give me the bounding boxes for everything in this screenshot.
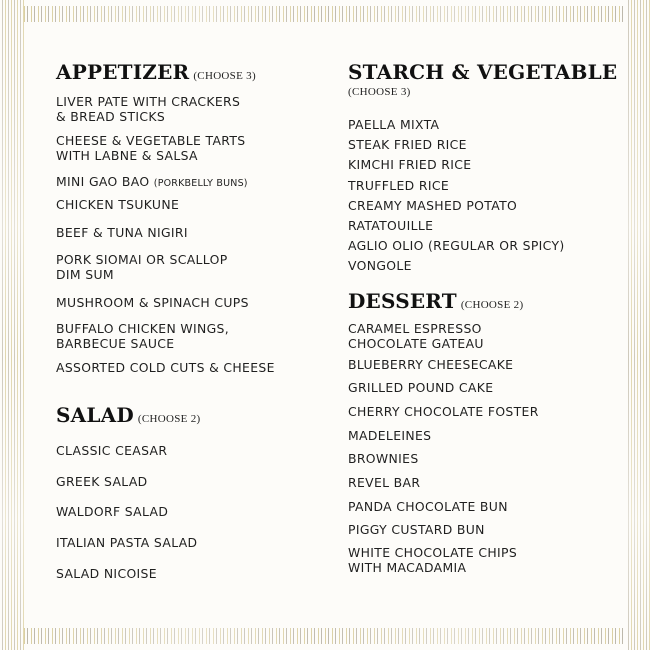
starch-heading	[348, 60, 617, 98]
top-border	[0, 6, 650, 22]
appetizer-item: MUSHROOM & SPINACH CUPS	[56, 295, 249, 310]
appetizer-item	[56, 174, 326, 191]
appetizer-choose: (CHOOSE 3)	[193, 70, 256, 82]
appetizer-item: ASSORTED COLD CUTS & CHEESE	[56, 360, 275, 375]
starch-choose: (CHOOSE 3)	[348, 86, 411, 98]
appetizer-item-note: (PORKBELLY BUNS)	[153, 178, 248, 189]
salad-heading	[56, 403, 200, 427]
dessert-item: GRILLED POUND CAKE	[348, 380, 494, 395]
starch-item: AGLIO OLIO (REGULAR OR SPICY)	[348, 238, 565, 253]
dessert-item: PIGGY CUSTARD BUN	[348, 522, 485, 537]
appetizer-item: LIVER PATE WITH CRACKERS & BREAD STICKS	[56, 94, 241, 124]
starch-item: RATATOUILLE	[348, 218, 434, 233]
dessert-item: REVEL BAR	[348, 475, 421, 490]
dessert-item: CHERRY CHOCOLATE FOSTER	[348, 404, 539, 419]
dessert-item: BROWNIES	[348, 451, 419, 466]
appetizer-item: PORK SIOMAI OR SCALLOP DIM SUM	[56, 252, 228, 282]
dessert-title: DESSERT	[348, 289, 457, 313]
dessert-item: CARAMEL ESPRESSO CHOCOLATE GATEAU	[348, 321, 484, 351]
salad-choose: (CHOOSE 2)	[137, 413, 201, 425]
dessert-item: MADELEINES	[348, 428, 432, 443]
starch-item: VONGOLE	[348, 258, 412, 273]
left-border	[0, 0, 24, 650]
appetizer-item: CHEESE & VEGETABLE TARTS WITH LABNE & SALSA	[56, 133, 246, 163]
appetizer-item: BEEF & TUNA NIGIRI	[56, 225, 188, 240]
starch-title: STARCH & VEGETABLE	[348, 60, 618, 84]
starch-item: TRUFFLED RICE	[348, 178, 450, 193]
appetizer-title: APPETIZER	[56, 60, 190, 84]
appetizer-item: BUFFALO CHICKEN WINGS, BARBECUE SAUCE	[56, 321, 230, 351]
bottom-border	[0, 628, 650, 644]
salad-item: GREEK SALAD	[56, 474, 148, 489]
salad-item: SALAD NICOISE	[56, 566, 157, 581]
salad-title: SALAD	[56, 403, 134, 427]
salad-item: ITALIAN PASTA SALAD	[56, 535, 198, 550]
appetizer-item-label: MINI GAO BAO	[56, 174, 150, 189]
appetizer-item: CHICKEN TSUKUNE	[56, 197, 180, 212]
salad-item: CLASSIC CEASAR	[56, 443, 168, 458]
starch-item: KIMCHI FRIED RICE	[348, 157, 472, 172]
salad-item: WALDORF SALAD	[56, 504, 169, 519]
dessert-item: BLUEBERRY CHEESECAKE	[348, 357, 514, 372]
dessert-item: PANDA CHOCOLATE BUN	[348, 499, 508, 514]
right-border	[626, 0, 650, 650]
appetizer-heading	[56, 60, 256, 84]
starch-item: CREAMY MASHED POTATO	[348, 198, 518, 213]
starch-item: STEAK FRIED RICE	[348, 137, 467, 152]
dessert-choose: (CHOOSE 2)	[460, 299, 524, 311]
dessert-item: WHITE CHOCOLATE CHIPS WITH MACADAMIA	[348, 545, 518, 575]
starch-item: PAELLA MIXTA	[348, 117, 440, 132]
dessert-heading	[348, 289, 523, 313]
